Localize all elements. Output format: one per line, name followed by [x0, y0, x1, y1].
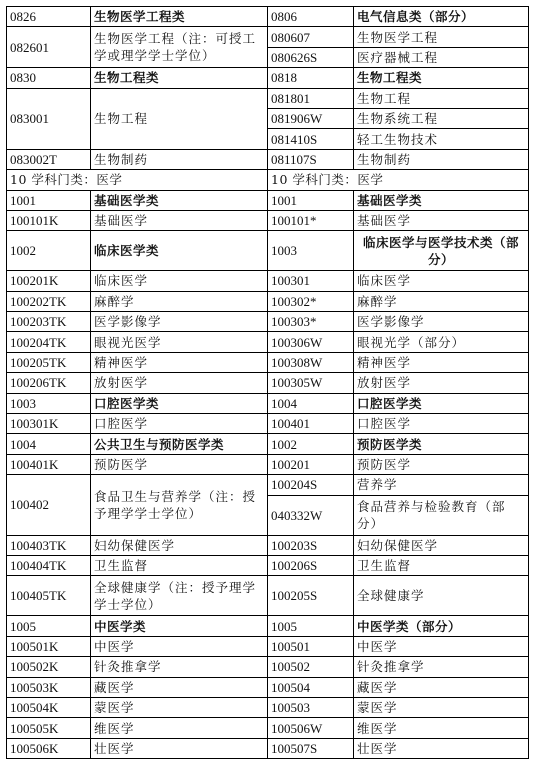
right-major-name: 医疗器械工程: [354, 47, 529, 67]
right-major-name: 精神医学: [354, 352, 529, 372]
left-code: 100502K: [7, 657, 91, 677]
right-category-name: 电气信息类（部分）: [354, 7, 529, 27]
right-major-name: 针灸推拿学: [354, 657, 529, 677]
right-major-name: 营养学: [354, 475, 529, 495]
table-row: [7, 352, 529, 372]
right-code: 1003: [268, 231, 354, 271]
left-code: 1002: [7, 231, 91, 271]
left-code: 100505K: [7, 718, 91, 738]
left-major-name: 中医学: [91, 636, 268, 656]
right-major-name: 蒙医学: [354, 697, 529, 717]
right-major-name: 轻工生物技术: [354, 129, 529, 149]
left-major-name: 临床医学: [91, 271, 268, 291]
right-code: 0818: [268, 68, 354, 88]
right-code: 1005: [268, 616, 354, 636]
table-row: [7, 332, 529, 352]
left-code: 0826: [7, 7, 91, 27]
right-major-name: 生物医学工程: [354, 27, 529, 47]
left-category-name: 公共卫生与预防医学类: [91, 434, 268, 454]
left-code: 100202TK: [7, 291, 91, 311]
left-code: 1001: [7, 190, 91, 210]
page: [6, 6, 529, 759]
left-major-name: 生物制药: [91, 149, 268, 169]
right-code: 100401: [268, 414, 354, 434]
left-major-name: 妇幼保健医学: [91, 535, 268, 555]
left-code: 100204TK: [7, 332, 91, 352]
left-code: 100206TK: [7, 373, 91, 393]
table-row: [7, 636, 529, 656]
table-row: [7, 475, 529, 495]
right-code: 040332W: [268, 495, 354, 535]
right-major-name: 医学影像学: [354, 312, 529, 332]
left-code: 100506K: [7, 738, 91, 758]
left-code: 1005: [7, 616, 91, 636]
left-code: 100403TK: [7, 535, 91, 555]
table-row: [7, 312, 529, 332]
right-code: 100503: [268, 697, 354, 717]
right-code: 100206S: [268, 555, 354, 575]
right-code: 100502: [268, 657, 354, 677]
right-code: 080607: [268, 27, 354, 47]
left-major-name: 针灸推拿学: [91, 657, 268, 677]
table-row: [7, 231, 529, 271]
right-discipline-heading: 10 学科门类：医学: [268, 170, 529, 190]
left-code: 100301K: [7, 414, 91, 434]
table-row: [7, 738, 529, 758]
right-code: 100204S: [268, 475, 354, 495]
right-code: 1002: [268, 434, 354, 454]
right-code: 100308W: [268, 352, 354, 372]
table-row: [7, 393, 529, 413]
right-code: 100205S: [268, 576, 354, 616]
right-category-name: 口腔医学类: [354, 393, 529, 413]
left-major-name: 医学影像学: [91, 312, 268, 332]
right-major-name: 藏医学: [354, 677, 529, 697]
right-major-name: 妇幼保健医学: [354, 535, 529, 555]
left-category-name: 中医学类: [91, 616, 268, 636]
left-major-name: 预防医学: [91, 454, 268, 474]
right-major-name: 壮医学: [354, 738, 529, 758]
left-major-name: 生物工程: [91, 88, 268, 149]
left-code: 082601: [7, 27, 91, 68]
right-code: 100101*: [268, 210, 354, 230]
left-code: 100201K: [7, 271, 91, 291]
right-code: 100201: [268, 454, 354, 474]
left-code: 100402: [7, 475, 91, 535]
right-major-name: 中医学: [354, 636, 529, 656]
left-major-name: 麻醉学: [91, 291, 268, 311]
table-row: [7, 697, 529, 717]
right-major-name: 食品营养与检验教育（部分）: [354, 495, 529, 535]
table-row: [7, 88, 529, 108]
right-code: 081801: [268, 88, 354, 108]
table-row: [7, 414, 529, 434]
table-row: [7, 27, 529, 47]
table-row: [7, 576, 529, 616]
left-discipline-heading: 10 学科门类：医学: [7, 170, 268, 190]
right-code: 081906W: [268, 108, 354, 128]
left-code: 083001: [7, 88, 91, 149]
left-major-name: 口腔医学: [91, 414, 268, 434]
left-major-name: 基础医学: [91, 210, 268, 230]
right-major-name: 口腔医学: [354, 414, 529, 434]
table-row: [7, 434, 529, 454]
right-code: 0806: [268, 7, 354, 27]
left-major-name: 眼视光医学: [91, 332, 268, 352]
table-row: [7, 149, 529, 169]
table-row: [7, 454, 529, 474]
right-code: 100302*: [268, 291, 354, 311]
right-major-name: 卫生监督: [354, 555, 529, 575]
table-row: [7, 555, 529, 575]
table-row: [7, 210, 529, 230]
right-major-name: 眼视光学（部分）: [354, 332, 529, 352]
left-major-name: 精神医学: [91, 352, 268, 372]
left-major-name: 维医学: [91, 718, 268, 738]
left-major-name: 全球健康学（注：授予理学学士学位）: [91, 576, 268, 616]
right-category-name: 临床医学与医学技术类（部分）: [354, 231, 529, 271]
table-row: [7, 7, 529, 27]
left-code: 100101K: [7, 210, 91, 230]
right-category-name: 基础医学类: [354, 190, 529, 210]
right-code: 1004: [268, 393, 354, 413]
right-code: 100203S: [268, 535, 354, 555]
left-code: 1003: [7, 393, 91, 413]
right-code: 081107S: [268, 149, 354, 169]
right-major-name: 预防医学: [354, 454, 529, 474]
right-code: 100303*: [268, 312, 354, 332]
table-row: [7, 170, 529, 190]
right-code: 100506W: [268, 718, 354, 738]
right-major-name: 生物系统工程: [354, 108, 529, 128]
table-row: [7, 657, 529, 677]
left-code: 100203TK: [7, 312, 91, 332]
left-code: 100401K: [7, 454, 91, 474]
left-major-name: 生物医学工程（注：可授工学或理学学士学位）: [91, 27, 268, 68]
left-code: 1004: [7, 434, 91, 454]
table-row: [7, 291, 529, 311]
right-major-name: 麻醉学: [354, 291, 529, 311]
left-category-name: 基础医学类: [91, 190, 268, 210]
table-row: [7, 190, 529, 210]
left-code: 100503K: [7, 677, 91, 697]
left-major-name: 卫生监督: [91, 555, 268, 575]
right-code: 080626S: [268, 47, 354, 67]
left-major-name: 放射医学: [91, 373, 268, 393]
right-category-name: 中医学类（部分）: [354, 616, 529, 636]
right-major-name: 维医学: [354, 718, 529, 738]
left-category-name: 生物工程类: [91, 68, 268, 88]
right-category-name: 预防医学类: [354, 434, 529, 454]
right-major-name: 全球健康学: [354, 576, 529, 616]
major-comparison-table: [6, 6, 529, 759]
left-major-name: 食品卫生与营养学（注：授予理学学士学位）: [91, 475, 268, 535]
left-code: 0830: [7, 68, 91, 88]
table-row: [7, 616, 529, 636]
left-major-name: 蒙医学: [91, 697, 268, 717]
left-major-name: 壮医学: [91, 738, 268, 758]
table-row: [7, 718, 529, 738]
right-code: 081410S: [268, 129, 354, 149]
right-code: 100501: [268, 636, 354, 656]
left-code: 100504K: [7, 697, 91, 717]
right-code: 100301: [268, 271, 354, 291]
table-row: [7, 535, 529, 555]
right-major-name: 生物制药: [354, 149, 529, 169]
table-row: [7, 373, 529, 393]
right-major-name: 基础医学: [354, 210, 529, 230]
left-code: 100205TK: [7, 352, 91, 372]
left-code: 100404TK: [7, 555, 91, 575]
left-code: 083002T: [7, 149, 91, 169]
right-category-name: 生物工程类: [354, 68, 529, 88]
right-code: 100306W: [268, 332, 354, 352]
table-row: [7, 677, 529, 697]
left-code: 100501K: [7, 636, 91, 656]
left-category-name: 口腔医学类: [91, 393, 268, 413]
left-major-name: 藏医学: [91, 677, 268, 697]
left-category-name: 临床医学类: [91, 231, 268, 271]
left-code: 100405TK: [7, 576, 91, 616]
right-code: 1001: [268, 190, 354, 210]
right-code: 100504: [268, 677, 354, 697]
right-major-name: 临床医学: [354, 271, 529, 291]
table-row: [7, 271, 529, 291]
right-code: 100305W: [268, 373, 354, 393]
table-row: [7, 68, 529, 88]
left-category-name: 生物医学工程类: [91, 7, 268, 27]
right-major-name: 生物工程: [354, 88, 529, 108]
right-major-name: 放射医学: [354, 373, 529, 393]
right-code: 100507S: [268, 738, 354, 758]
